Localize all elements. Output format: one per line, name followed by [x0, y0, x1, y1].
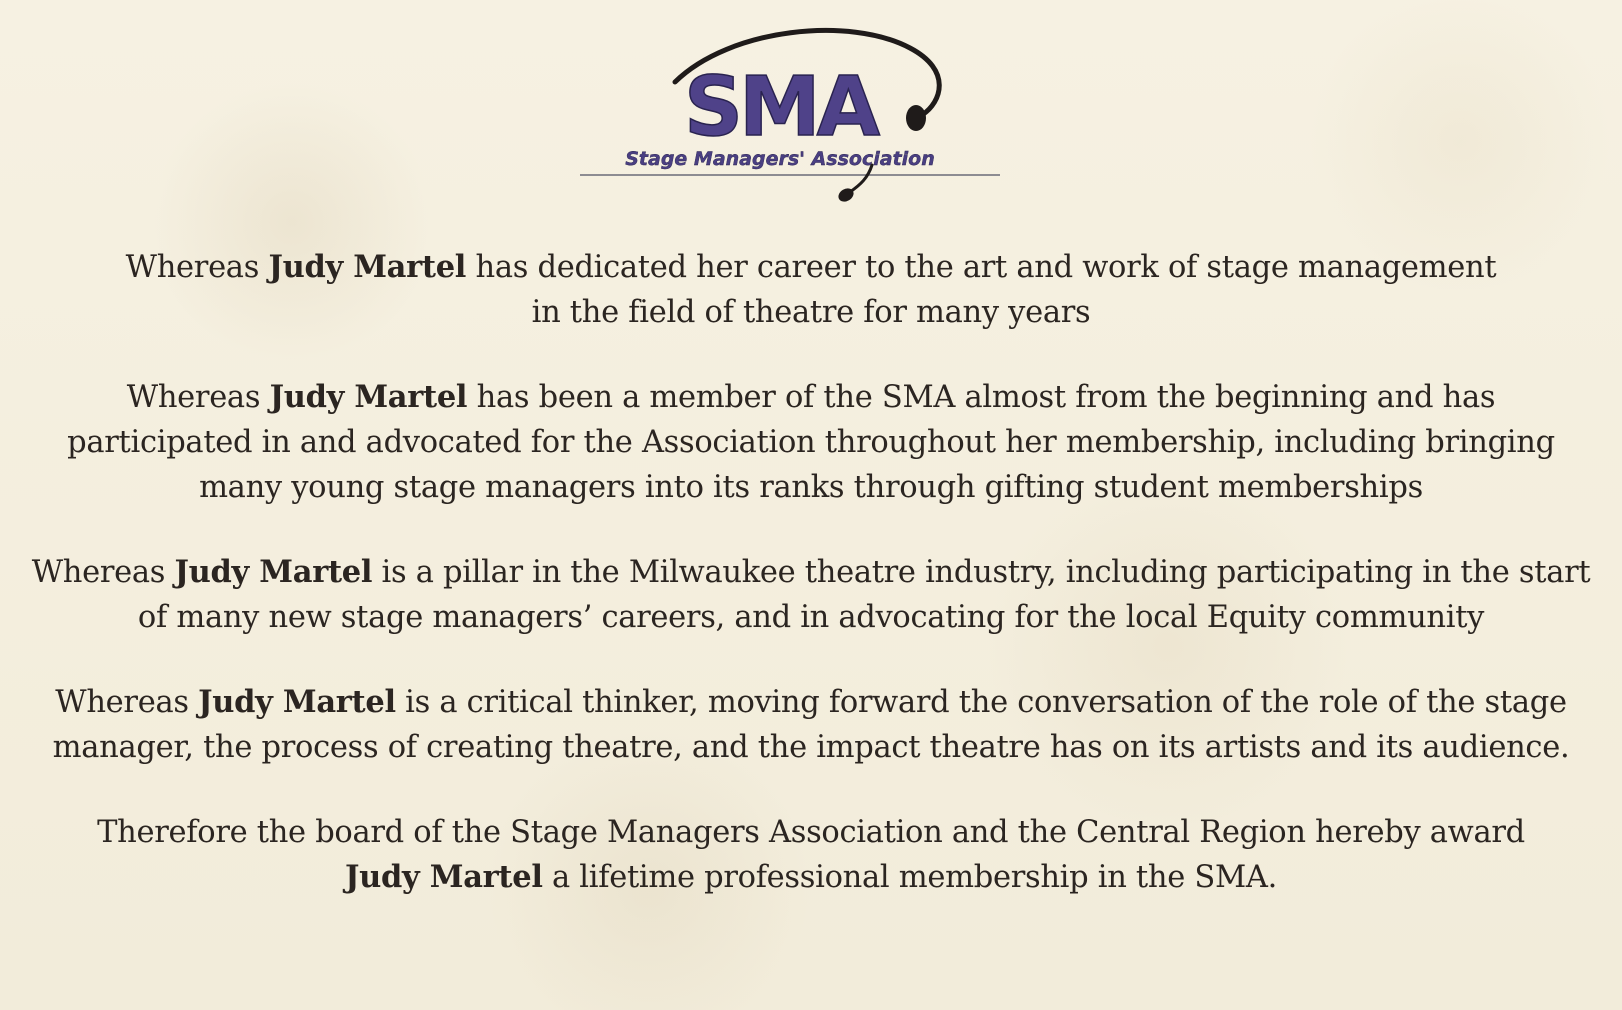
honoree-name: Judy Martel — [268, 249, 467, 285]
sma-logo — [580, 20, 1040, 210]
text-line: Whereas Judy Martel is a critical thinker, moving forward the conversation of the role of the stage — [55, 684, 1567, 720]
honoree-name: Judy Martel — [344, 859, 543, 895]
honoree-name: Judy Martel — [174, 554, 373, 590]
text-line: participated in and advocated for the Association throughout her membership, including bringing — [67, 425, 1555, 460]
sma-wordmark: SMA — [683, 60, 877, 155]
text-line: Therefore the board of the Stage Managers Association and the Central Region hereby award — [97, 815, 1525, 850]
text-line: of many new stage managers’ careers, and in advocating for the local Equity community — [137, 600, 1485, 635]
text-line: Judy Martel a lifetime professional membership in the SMA. — [344, 859, 1278, 895]
text-line: in the field of theatre for many years — [531, 295, 1091, 330]
whereas-paragraph — [20, 245, 1602, 335]
resolution-text — [20, 245, 1602, 940]
honoree-name: Judy Martel — [269, 379, 468, 415]
whereas-paragraph — [20, 680, 1602, 770]
therefore-paragraph — [20, 810, 1602, 900]
headset-earpiece — [906, 105, 926, 131]
text-line: many young stage managers into its ranks through gifting student memberships — [199, 470, 1423, 505]
text-line: Whereas Judy Martel has been a member of the SMA almost from the beginning and has — [126, 379, 1496, 415]
text-line: Whereas Judy Martel has dedicated her career to the art and work of stage management — [125, 249, 1497, 285]
whereas-paragraph — [20, 375, 1602, 510]
honoree-name: Judy Martel — [198, 684, 396, 720]
sma-logo-graphic — [580, 20, 1040, 210]
text-line: Whereas Judy Martel is a pillar in the Milwaukee theatre industry, including participating in the start — [31, 554, 1591, 590]
whereas-paragraph — [20, 550, 1602, 640]
text-line: manager, the process of creating theatre, and the impact theatre has on its artists and its audience. — [52, 730, 1570, 765]
org-name: Stage Managers' Association — [625, 148, 935, 170]
